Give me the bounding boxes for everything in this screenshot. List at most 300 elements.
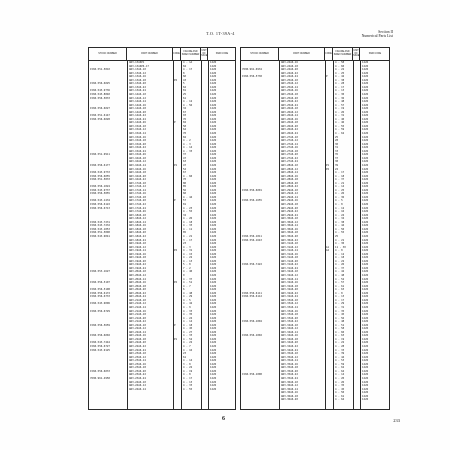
figure-index-cell: 25 bbox=[335, 234, 339, 238]
part-number-cell: AN3-16A6-22 bbox=[129, 178, 146, 182]
part-number-cell: AN3-34A6-18 bbox=[281, 337, 298, 341]
part-number-cell: AN3-16A6-20 bbox=[129, 174, 146, 178]
part-number-cell: AN3-20A6-14 bbox=[129, 277, 146, 281]
part-number-cell: AN3-19A6-24 bbox=[129, 266, 146, 270]
figure-index-cell: 80 bbox=[183, 181, 187, 185]
col-stock-number: STOCK NUMBER bbox=[89, 48, 127, 60]
part-number-cell: AN3-21A6-18 bbox=[129, 313, 146, 317]
stock-number-cell: 1560-543-9733 bbox=[90, 171, 110, 175]
smr-code-cell: 1226 bbox=[210, 348, 217, 352]
smr-code-cell: 1226 bbox=[210, 291, 217, 295]
col-part-number: PART NUMBER bbox=[127, 48, 173, 60]
smr-code-cell: 1226 bbox=[362, 274, 369, 277]
smr-code-cell: 1226 bbox=[210, 366, 217, 370]
parts-table-left bbox=[88, 47, 236, 410]
figure-index-cell: 37 bbox=[335, 156, 339, 160]
part-number-cell: AN3-27A6-18 bbox=[281, 149, 298, 153]
part-number-cell: AN3-32A6-10 bbox=[281, 270, 298, 274]
smr-code-cell: 1226 bbox=[210, 252, 217, 256]
part-number-cell: AN3-20A6-18 bbox=[129, 284, 146, 288]
figure-index-cell: 4 - 51 bbox=[335, 323, 345, 327]
part-number-cell: AN3-30A6-12 bbox=[281, 220, 298, 224]
figure-index-cell: 4 - 26 bbox=[335, 380, 345, 384]
stock-number-cell: 1560-556-1811 bbox=[242, 234, 262, 238]
smr-code-cell: 1226 bbox=[362, 220, 369, 224]
smr-code-cell: 1226 bbox=[210, 61, 217, 64]
col-figure-index: FIGURE AND INDEX NUMBER bbox=[181, 48, 201, 60]
part-number-cell: AN3-16A6-12 bbox=[129, 160, 146, 164]
figure-index-cell: 4 - 17 bbox=[183, 376, 193, 380]
stock-number-cell: 1560-551-5810 bbox=[90, 68, 110, 72]
smr-code-cell: 1226 bbox=[362, 327, 369, 331]
figure-index-cell: 4 - 60 bbox=[335, 64, 345, 68]
part-number-cell: AN3-29A6-24 bbox=[281, 213, 298, 217]
smr-code-cell: 1226 bbox=[210, 128, 217, 132]
stock-number-cell: 1560-556-6177 bbox=[90, 163, 110, 167]
stock-number-cell: 1560-543-7232 bbox=[90, 224, 110, 228]
smr-code-cell: 1226 bbox=[362, 82, 369, 86]
smr-code-cell: 1226 bbox=[362, 107, 369, 111]
smr-code-cell: 1226 bbox=[362, 348, 369, 352]
part-number-cell: AN3-13A6P1 bbox=[129, 61, 145, 64]
figure-index-cell: 4 - 20 bbox=[335, 376, 345, 380]
part-number-cell: AN3-15A6-14 bbox=[129, 132, 146, 135]
part-number-cell: AN3-33A6-20 bbox=[281, 316, 298, 320]
figure-index-cell: 4 - 48 bbox=[335, 274, 345, 277]
part-number-cell: AN3-29A6-22 bbox=[281, 210, 298, 214]
figure-index-cell: 4 - 50 bbox=[335, 391, 345, 395]
figure-index-cell: 4 - 55 bbox=[335, 231, 345, 235]
part-number-cell: AN3-15A6-22 bbox=[129, 146, 146, 150]
figure-index-cell: 4 - 28 bbox=[335, 82, 345, 86]
figure-index-cell: 22 bbox=[335, 167, 339, 171]
smr-code-cell: 1226 bbox=[362, 75, 369, 79]
part-number-cell: AN3-18A6-12 bbox=[129, 217, 146, 221]
figure-index-cell: 4 - 62 bbox=[335, 132, 345, 135]
smr-code-cell: 1226 bbox=[210, 337, 217, 341]
stock-number-cell: 1560-556-6111 bbox=[242, 291, 262, 295]
part-number-cell: AN3-14A6-22 bbox=[129, 114, 146, 118]
part-number-cell: AN3-33A6-12 bbox=[281, 302, 298, 306]
part-number-cell: AN3-21A6-14 bbox=[129, 305, 146, 309]
part-number-cell: AN3-26A6-16 bbox=[281, 117, 298, 121]
part-number-cell: AN3-13A6-10 bbox=[129, 68, 146, 72]
col-part-number: PART NUMBER bbox=[279, 48, 325, 60]
smr-code-cell: 1226 bbox=[210, 71, 217, 75]
part-number-cell: AN3-14A6-10 bbox=[129, 92, 146, 96]
part-number-cell: AN3-31A6-22 bbox=[281, 263, 298, 267]
part-number-cell: AN3-36A6-14 bbox=[281, 387, 298, 391]
smr-code-cell: 1226 bbox=[362, 163, 369, 167]
figure-index-cell: 4 - 12 bbox=[335, 252, 345, 256]
figure-index-cell: 4 - 58 bbox=[335, 61, 345, 64]
col-figure-index: FIGURE AND INDEX NUMBER bbox=[333, 48, 353, 60]
figure-index-cell: 52 bbox=[183, 167, 187, 171]
part-number-cell: AN3-29A6-10 bbox=[281, 188, 298, 192]
smr-code-cell: 1226 bbox=[362, 362, 369, 366]
smr-code-cell: 1226 bbox=[362, 85, 369, 89]
smr-code-cell: 1226 bbox=[362, 387, 369, 391]
smr-code-cell: 1226 bbox=[362, 206, 369, 210]
part-number-cell: AN3-25A6-10 bbox=[281, 78, 298, 82]
part-number-cell: AN3-16A6-18 bbox=[129, 171, 146, 175]
smr-code-cell: 1226 bbox=[210, 245, 217, 249]
figure-index-cell: 4 - 16 bbox=[335, 210, 345, 214]
stock-number-cell: 1560-553-1627 bbox=[90, 270, 110, 274]
stock-number-cell: 1560-556-1655 bbox=[242, 199, 262, 203]
smr-code-cell: 1226 bbox=[362, 266, 369, 270]
figure-index-cell: 67 bbox=[183, 171, 187, 175]
part-number-cell: AN3-18A6-24 bbox=[129, 238, 146, 242]
figure-index-cell: 4 - 26 bbox=[183, 217, 193, 221]
smr-code-cell: 1226 bbox=[210, 242, 217, 246]
smr-code-cell: 1226 bbox=[210, 68, 217, 72]
figure-index-cell: 63 bbox=[183, 160, 187, 164]
figure-index-cell: 47 bbox=[183, 156, 187, 160]
part-number-cell: AN3-28A6-10 bbox=[281, 163, 298, 167]
smr-code-cell: 1226 bbox=[210, 124, 217, 128]
smr-code-cell: 1226 bbox=[210, 284, 217, 288]
part-number-cell: AN3-36A6-16 bbox=[281, 391, 298, 395]
code-cell: P bbox=[174, 199, 176, 203]
part-number-cell: AN3-32A6-18 bbox=[281, 284, 298, 288]
figure-index-cell: 4 - 21 bbox=[335, 238, 345, 242]
part-number-cell: AN3-34A6-24 bbox=[281, 348, 298, 352]
figure-index-cell: 23 bbox=[183, 352, 187, 356]
part-number-cell: AN3-36A6-10 bbox=[281, 380, 298, 384]
stock-number-cell: 1560-543-9096 bbox=[90, 302, 110, 306]
part-number-cell: AN3-19A6-16 bbox=[129, 252, 146, 256]
stock-number-cell: 1560-556-6001 bbox=[242, 188, 262, 192]
smr-code-cell: 1226 bbox=[362, 192, 369, 196]
smr-code-cell: 1226 bbox=[362, 309, 369, 313]
part-number-cell: AN3-35A6-18 bbox=[281, 366, 298, 370]
smr-code-cell: 1226 bbox=[210, 220, 217, 224]
part-number-cell: AN3-17A6-12 bbox=[129, 185, 146, 189]
part-number-cell: AN3-22A6-10 bbox=[129, 323, 146, 327]
figure-index-cell: 5 bbox=[183, 82, 185, 86]
figure-index-cell: 4 - 18 bbox=[183, 220, 193, 224]
smr-code-cell: 1226 bbox=[362, 298, 369, 302]
stock-number-cell: 1560-556-5833 bbox=[90, 96, 110, 100]
code-cell: P bbox=[326, 75, 328, 79]
figure-index-cell: 4 - 42 bbox=[335, 75, 345, 79]
part-number-cell: AN3-26A6-14 bbox=[281, 114, 298, 118]
stock-number-cell: 1560-543-9041 bbox=[90, 234, 110, 238]
part-number-cell: AN3-28A6-12 bbox=[281, 167, 298, 171]
smr-code-cell: 1226 bbox=[362, 302, 369, 306]
figure-index-cell: 4 - 57 bbox=[335, 103, 345, 107]
part-number-cell: AN3-31A6-20 bbox=[281, 259, 298, 263]
smr-code-cell: 1226 bbox=[362, 316, 369, 320]
figure-index-cell: 4 - 22 bbox=[335, 259, 345, 263]
table-header bbox=[89, 48, 235, 61]
figure-index-cell: 4 - 62 bbox=[335, 366, 345, 370]
smr-code-cell: 1226 bbox=[362, 181, 369, 185]
part-number-cell: AN3-14A6-20 bbox=[129, 110, 146, 114]
figure-index-cell: 4 - 50 bbox=[335, 227, 345, 231]
smr-code-cell: 1226 bbox=[362, 242, 369, 246]
figure-index-cell: 4 - 5 bbox=[183, 298, 191, 302]
smr-code-cell: 1226 bbox=[210, 238, 217, 242]
stock-number-cell: 1560-556-5197 bbox=[90, 281, 110, 285]
code-cell: P bbox=[174, 121, 176, 125]
part-number-cell: AN3-28A6-14 bbox=[281, 171, 298, 175]
part-number-cell: AN3-36A6-20 bbox=[281, 398, 298, 402]
stock-number-cell: 1560-556-6122 bbox=[90, 203, 110, 206]
part-number-cell: AN3-13A6-18 bbox=[129, 78, 146, 82]
smr-code-cell: 1226 bbox=[210, 117, 217, 121]
smr-code-cell: 1226 bbox=[362, 160, 369, 164]
code-cell: P1 bbox=[174, 163, 178, 167]
figure-index-cell: 4 - 64 bbox=[335, 398, 345, 402]
figure-index-cell: 4 - 27 bbox=[183, 330, 193, 334]
smr-code-cell: 1226 bbox=[210, 355, 217, 359]
smr-code-cell: 1226 bbox=[362, 238, 369, 242]
part-number-cell: AN3-21A6-12 bbox=[129, 302, 146, 306]
code-cell: P1 bbox=[174, 337, 178, 341]
part-number-cell: AN3-21A6-22 bbox=[129, 320, 146, 324]
figure-index-cell: 4 - 23 bbox=[183, 206, 193, 210]
smr-code-cell: 1226 bbox=[210, 231, 217, 235]
smr-code-cell: 1226 bbox=[210, 224, 217, 228]
part-number-cell: AN3-29A6-16 bbox=[281, 199, 298, 203]
smr-code-cell: 1226 bbox=[210, 281, 217, 285]
figure-index-cell: 4 - 37 bbox=[335, 178, 345, 182]
part-number-cell: AN3-23A6-16 bbox=[129, 362, 146, 366]
figure-index-cell: 4 - 13 bbox=[183, 259, 193, 263]
figure-index-cell: 4 - 48 bbox=[335, 320, 345, 324]
part-number-cell: AN3-24A6-18 bbox=[281, 64, 298, 68]
part-number-cell: AN3-31A6-12 bbox=[281, 245, 298, 249]
smr-code-cell: 1226 bbox=[362, 305, 369, 309]
figure-index-cell: 3 - 8 bbox=[183, 362, 191, 366]
figure-index-cell: 30 bbox=[335, 142, 339, 146]
part-number-cell: AN3-30A6-20 bbox=[281, 234, 298, 238]
smr-code-cell: 1226 bbox=[362, 174, 369, 178]
part-number-cell: AN3-25A6-18 bbox=[281, 92, 298, 96]
part-number-cell: AN3-36A6-12 bbox=[281, 384, 298, 388]
figure-index-cell: 4 - 35 bbox=[335, 384, 345, 388]
part-number-cell: AN3-24A6-22 bbox=[281, 71, 298, 75]
figure-index-cell: 4 - 39 bbox=[335, 352, 345, 356]
smr-code-cell: 1226 bbox=[210, 92, 217, 96]
stock-number-cell: 1560-543-7231 bbox=[90, 220, 110, 224]
smr-code-cell: 1226 bbox=[362, 61, 369, 64]
smr-code-cell: 1226 bbox=[210, 181, 217, 185]
figure-index-cell: 23 bbox=[183, 242, 187, 246]
part-number-cell: AN3-29A6-12 bbox=[281, 192, 298, 196]
figure-index-cell: 4 - 14 bbox=[183, 320, 193, 324]
figure-index-cell: 4 - 44 bbox=[335, 355, 345, 359]
figure-index-cell: 4 - 57 bbox=[335, 281, 345, 285]
part-number-cell: AN3-14A6-24 bbox=[129, 117, 146, 121]
code-cell: P2 bbox=[326, 167, 330, 171]
stock-number-cell: 1560-556-6002 bbox=[90, 334, 110, 338]
part-number-cell: AN3-22A6-14 bbox=[129, 330, 146, 334]
smr-code-cell: 1226 bbox=[362, 68, 369, 72]
smr-code-cell: 1226 bbox=[362, 380, 369, 384]
figure-index-cell: 4 - 5 bbox=[335, 199, 343, 203]
figure-index-cell: 4 - 17 bbox=[183, 68, 193, 72]
smr-code-cell: 1226 bbox=[210, 149, 217, 153]
part-number-cell: AN3-32A6-12 bbox=[281, 274, 298, 277]
smr-code-cell: 1226 bbox=[210, 376, 217, 380]
smr-code-cell: 1226 bbox=[362, 128, 369, 132]
smr-code-cell: 1226 bbox=[362, 330, 369, 334]
figure-index-cell: 4 - 24 bbox=[335, 213, 345, 217]
smr-code-cell: 1226 bbox=[362, 231, 369, 235]
smr-code-cell: 1226 bbox=[210, 369, 217, 373]
part-number-cell: AN3-32A6-14 bbox=[281, 277, 298, 281]
stock-number-cell: 1560-543-9737 bbox=[90, 188, 110, 192]
figure-index-cell: 4 - 18 bbox=[183, 323, 193, 327]
stock-number-cell: 1560-556-6733 bbox=[90, 295, 110, 299]
figure-index-cell: 11 - 30 bbox=[335, 245, 346, 249]
stock-number-cell: 1560-556-1804 bbox=[242, 320, 262, 324]
figure-index-cell: 4 - 22 bbox=[335, 68, 345, 72]
section-subtitle: Numerical Parts List bbox=[361, 34, 393, 39]
part-number-cell: AN3-29A6-14 bbox=[281, 195, 298, 199]
smr-code-cell: 1226 bbox=[210, 103, 217, 107]
smr-code-cell: 1226 bbox=[210, 327, 217, 331]
part-number-cell: AN3-15A6-10 bbox=[129, 124, 146, 128]
smr-code-cell: 1226 bbox=[210, 302, 217, 306]
smr-code-cell: 1226 bbox=[362, 256, 369, 260]
part-number-cell: AN3-35A6-10 bbox=[281, 352, 298, 356]
smr-code-cell: 1226 bbox=[210, 380, 217, 384]
figure-index-cell: 4 - 63 bbox=[335, 288, 345, 292]
stock-number-cell: 1560-556-6112 bbox=[242, 295, 262, 299]
part-number-cell: AN3-23A6-12 bbox=[129, 355, 146, 359]
smr-code-cell: 1226 bbox=[362, 259, 369, 263]
smr-code-cell: 1226 bbox=[362, 117, 369, 121]
part-number-cell: AN3-27A6-24 bbox=[281, 160, 298, 164]
smr-code-cell: 1226 bbox=[362, 291, 369, 295]
smr-code-cell: 1226 bbox=[210, 107, 217, 111]
page-number: 233 bbox=[393, 418, 400, 423]
smr-code-cell: 1226 bbox=[210, 121, 217, 125]
figure-index-cell: 4 - 7 bbox=[183, 284, 191, 288]
figure-index-cell: 61 bbox=[183, 355, 187, 359]
section-title: Section II bbox=[378, 30, 393, 34]
smr-code-cell: 1226 bbox=[210, 85, 217, 89]
parts-table-right bbox=[240, 47, 390, 410]
smr-code-cell: 1226 bbox=[210, 249, 217, 253]
figure-index-cell: 4 - 59 bbox=[335, 128, 345, 132]
smr-code-cell: 1226 bbox=[362, 203, 369, 206]
part-number-cell: AN3-20A6-12 bbox=[129, 274, 146, 277]
smr-code-cell: 1226 bbox=[362, 369, 369, 373]
figure-index-cell: 3 - 17 bbox=[183, 238, 193, 242]
code-cell: P2 bbox=[174, 78, 178, 82]
figure-index-cell: 4 - 40 bbox=[335, 117, 345, 121]
part-number-cell: AN3-35A6-16 bbox=[281, 362, 298, 366]
smr-code-cell: 1226 bbox=[362, 146, 369, 150]
figure-index-cell: 4 - 16 bbox=[183, 348, 193, 352]
figure-index-cell: 84 bbox=[183, 64, 187, 68]
figure-index-cell: 58 bbox=[183, 124, 187, 128]
smr-code-cell: 1226 bbox=[362, 92, 369, 96]
smr-code-cell: 1226 bbox=[362, 121, 369, 125]
figure-index-cell: 4 - 7 bbox=[183, 345, 191, 348]
stock-number-cell: 1560-556-6055 bbox=[90, 174, 110, 178]
figure-index-cell: 4 - 18 bbox=[335, 174, 345, 178]
smr-code-cell: 1226 bbox=[210, 263, 217, 267]
figure-index-cell: 4 - 36 bbox=[335, 195, 345, 199]
smr-code-cell: 1226 bbox=[210, 266, 217, 270]
part-number-cell: AN3-20A6-20 bbox=[129, 288, 146, 292]
smr-code-cell: 1226 bbox=[210, 256, 217, 260]
col-smr: SMR CODE bbox=[368, 52, 382, 55]
part-number-cell: AN3-26A6-20 bbox=[281, 124, 298, 128]
smr-code-cell: 1226 bbox=[362, 217, 369, 221]
smr-code-cell: 1226 bbox=[210, 75, 217, 79]
figure-index-cell: 56 bbox=[183, 188, 187, 192]
smr-code-cell: 1226 bbox=[210, 156, 217, 160]
stock-number-cell: 1560-556-5198 bbox=[90, 288, 110, 292]
stock-number-cell: 1560-556-1824 bbox=[90, 185, 110, 189]
figure-index-cell: 4 - 55 bbox=[335, 124, 345, 128]
part-number-cell: AN3-23A6-20 bbox=[129, 369, 146, 373]
part-number-cell: AN3-24A6-24 bbox=[281, 75, 298, 79]
figure-index-cell: 8 bbox=[183, 71, 185, 75]
code-cell: P1 bbox=[326, 163, 330, 167]
figure-index-cell: 47 bbox=[183, 163, 187, 167]
part-number-cell: AN3-20A6-24 bbox=[129, 295, 146, 299]
figure-index-cell: 43 bbox=[183, 78, 187, 82]
smr-code-cell: 1226 bbox=[210, 82, 217, 86]
smr-code-cell: 1226 bbox=[362, 167, 369, 171]
smr-code-cell: 1226 bbox=[210, 295, 217, 299]
figure-index-cell: 4 - 59 bbox=[335, 362, 345, 366]
part-number-cell: AN3-25A6-20 bbox=[281, 96, 298, 100]
figure-index-cell: 4 - 48 bbox=[183, 291, 193, 295]
figure-index-cell: 4 - 8 bbox=[335, 249, 343, 253]
smr-code-cell: 1226 bbox=[362, 199, 369, 203]
part-number-cell: AN3-23A6-10 bbox=[129, 352, 146, 356]
figure-index-cell: 4 - 29 bbox=[183, 295, 193, 299]
part-number-cell: AN3-14A6-26 bbox=[129, 121, 146, 125]
part-number-cell: AN3-24A6-12 bbox=[129, 384, 146, 388]
stock-number-cell: 1560-551-9911 bbox=[90, 153, 110, 157]
figure-index-cell: 25 bbox=[335, 135, 339, 139]
part-number-cell: AN3-30A6-18 bbox=[281, 231, 298, 235]
stock-number-cell: 1560-556-7422 bbox=[242, 263, 262, 267]
smr-code-cell: 1226 bbox=[362, 277, 369, 281]
part-number-cell: AN3-24A6-14 bbox=[129, 387, 146, 391]
figure-index-cell: 4 - 44 bbox=[183, 195, 193, 199]
part-number-cell: AN3-23A6-22 bbox=[129, 373, 146, 377]
part-number-cell: AN3-18A6-10 bbox=[129, 213, 146, 217]
part-number-cell: AN3-13A6-16 bbox=[129, 75, 146, 79]
part-number-cell: AN3-13A6P6-17 bbox=[129, 64, 149, 68]
part-number-cell: AN3-33A6-18 bbox=[281, 313, 298, 317]
figure-index-cell: 4 - 21 bbox=[183, 234, 193, 238]
figure-index-cell: 4 - 12 bbox=[335, 206, 345, 210]
figure-index-cell: 4 - 8 bbox=[335, 203, 343, 206]
smr-code-cell: 1226 bbox=[210, 352, 217, 356]
smr-code-cell: 1226 bbox=[362, 394, 369, 398]
smr-code-cell: 1226 bbox=[210, 135, 217, 139]
col-stock-number: STOCK NUMBER bbox=[241, 48, 279, 60]
smr-code-cell: 1226 bbox=[362, 153, 369, 157]
figure-index-cell: 4 - 13 bbox=[335, 89, 345, 93]
part-number-cell: AN3-30A6-10 bbox=[281, 217, 298, 221]
figure-index-cell: 37 bbox=[183, 153, 187, 157]
smr-code-cell: 1226 bbox=[362, 64, 369, 68]
figure-index-cell: 4 - 40 bbox=[183, 270, 193, 274]
